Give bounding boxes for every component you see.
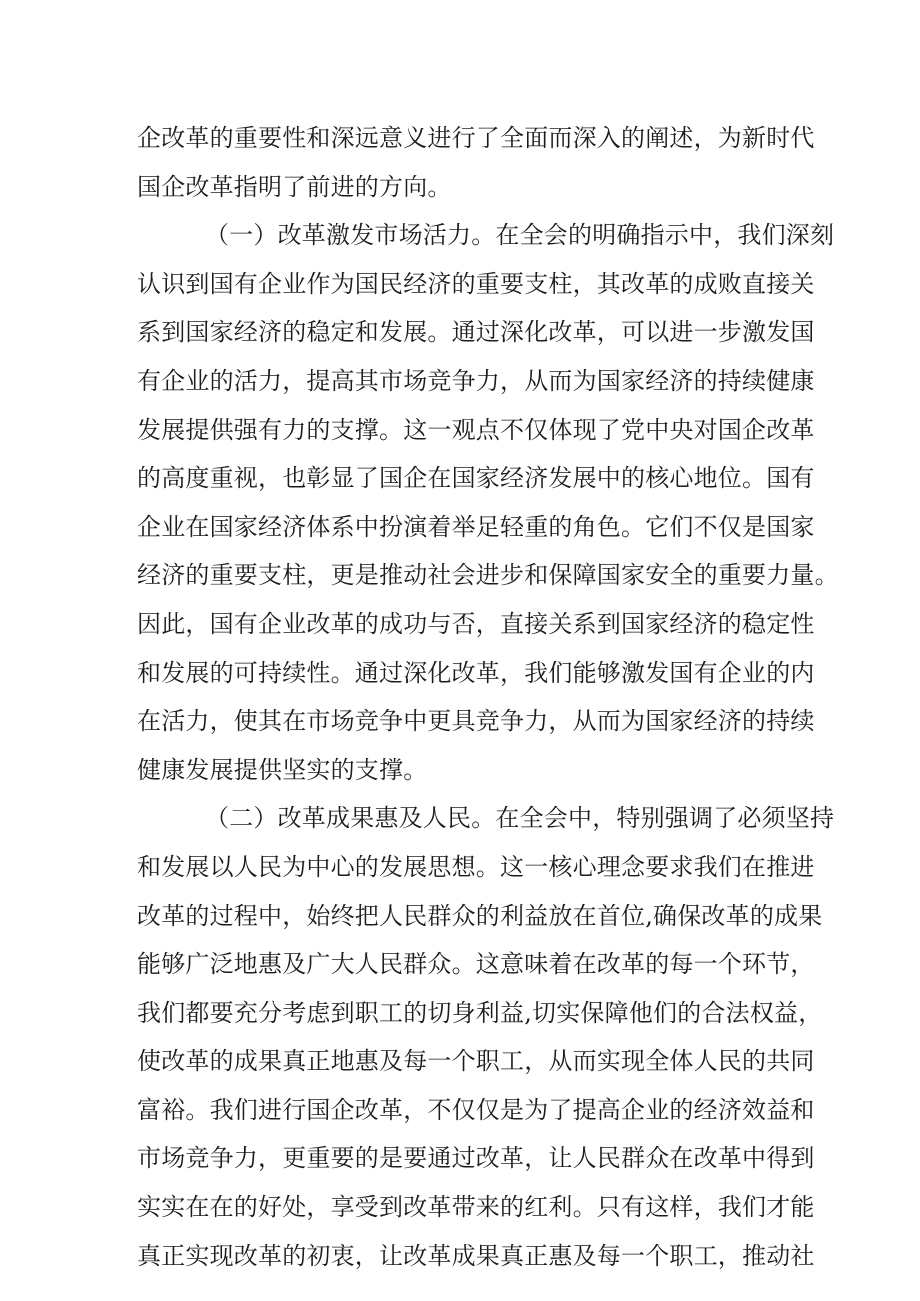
- text-line: 真正实现改革的初衷，让改革成果真正惠及每一个职工，推动社: [137, 1241, 815, 1270]
- text-line: 系到国家经济的稳定和发展。通过深化改革，可以进一步激发国: [137, 318, 815, 347]
- paragraph-section-1: [137, 211, 839, 794]
- text-line: 有企业的活力，提高其市场竞争力，从而为国家经济的持续健康: [137, 366, 815, 395]
- section-heading-line: （二）改革成果惠及人民。在全会中，特别强调了必须坚持: [205, 804, 835, 833]
- text-line: 在活力，使其在市场竞争中更具竞争力，从而为国家经济的持续: [137, 707, 815, 736]
- text-line: 经济的重要支柱，更是推动社会进步和保障国家安全的重要力量。: [137, 561, 839, 590]
- text-line: 和发展的可持续性。通过深化改革，我们能够激发国有企业的内: [137, 658, 815, 687]
- text-line: 我们都要充分考虑到职工的切身利益,切实保障他们的合法权益，: [137, 998, 823, 1027]
- text-line: 因此，国有企业改革的成功与否，直接关系到国家经济的稳定性: [137, 609, 815, 638]
- text-line: 能够广泛地惠及广大人民群众。这意味着在改革的每一个环节，: [137, 950, 815, 979]
- text-line: 和发展以人民为中心的发展思想。这一核心理念要求我们在推进: [137, 852, 815, 881]
- text-line: 发展提供强有力的支撑。这一观点不仅体现了党中央对国企改革: [137, 415, 815, 444]
- document-body: [137, 114, 839, 1280]
- text-line: 认识到国有企业作为国民经济的重要支柱，其改革的成败直接关: [137, 269, 815, 298]
- text-line: 市场竞争力，更重要的是要通过改革，让人民群众在改革中得到: [137, 1144, 815, 1173]
- text-line: 使改革的成果真正地惠及每一个职工，从而实现全体人民的共同: [137, 1047, 815, 1076]
- paragraph-section-2: [137, 794, 835, 1280]
- text-line: 健康发展提供坚实的支撑。: [137, 755, 428, 784]
- text-line: 国企改革指明了前进的方向。: [137, 172, 452, 201]
- section-heading-line: （一）改革激发市场活力。在全会的明确指示中，我们深刻: [205, 221, 835, 250]
- paragraph-intro-continuation: [137, 114, 815, 211]
- text-line: 企业在国家经济体系中扮演着举足轻重的角色。它们不仅是国家: [137, 512, 815, 541]
- text-line: 富裕。我们进行国企改革，不仅仅是为了提高企业的经济效益和: [137, 1095, 815, 1124]
- text-line: 的高度重视，也彰显了国企在国家经济发展中的核心地位。国有: [137, 464, 815, 493]
- text-line: 企改革的重要性和深远意义进行了全面而深入的阐述，为新时代: [137, 124, 815, 152]
- text-line: 改革的过程中，始终把人民群众的利益放在首位,确保改革的成果: [137, 901, 823, 930]
- text-line: 实实在在的好处，享受到改革带来的红利。只有这样，我们才能: [137, 1193, 815, 1222]
